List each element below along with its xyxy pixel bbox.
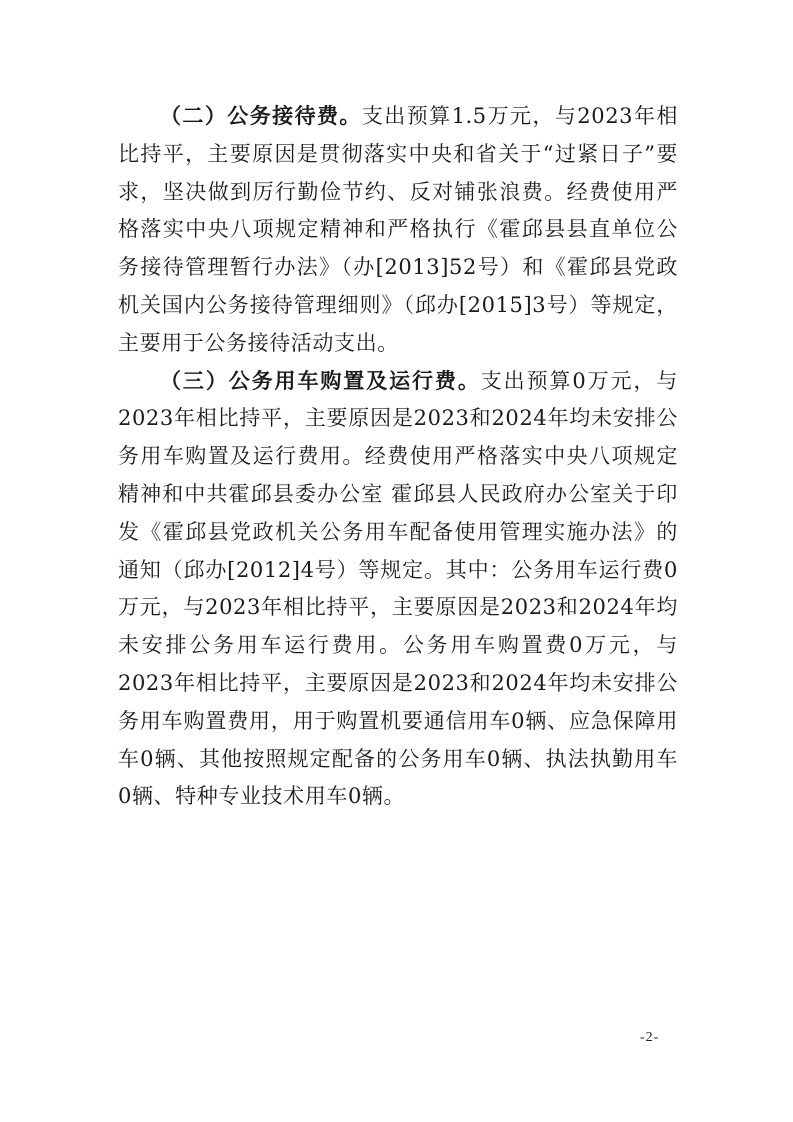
section-text-official-vehicles: 支出预算0万元，与2023年相比持平，主要原因是2023和2024年均未安排公务用车购置及运行费用。经费使用严格落实中央八项规定精神和中共霍邱县委办公室 霍邱县人民政府办公室关于印发《霍邱县党政机关公务用车配备使用管理实施办法》的通知（邱办[2012]4号）等规定。其中：公务用车运行费0万元，与2023年相比持平，主要原因是2023和2024年均未安排公务用车运行费用。公务用车购置费0万元，与2023年相比持平，主要原因是2023和2024年均未安排公务用车购置费用，用于购置机要通信用车0辆、应急保障用车0辆、其他按照规定配备的公务用车0辆、执法执勤用车0辆、特种专业技术用车0辆。 <box>118 368 678 809</box>
page-number: -2- <box>640 1030 660 1045</box>
paragraph-official-vehicles <box>118 363 678 817</box>
section-text-official-reception: 支出预算1.5万元，与2023年相比持平，主要原因是贯彻落实中央和省关于“过紧日子”要求，坚决做到厉行勤俭节约、反对铺张浪费。经费使用严格落实中央八项规定精神和严格执行《霍邱县县直单位公务接待管理暂行办法》（办[2013]52号）和《霍邱县党政机关国内公务接待管理细则》（邱办[2015]3号）等规定，主要用于公务接待活动支出。 <box>118 104 678 355</box>
paragraph-official-reception <box>118 98 678 363</box>
section-heading-official-reception: （二）公务接待费。 <box>160 104 362 128</box>
section-heading-official-vehicles: （三）公务用车购置及运行费。 <box>160 368 481 393</box>
document-body <box>118 98 678 816</box>
